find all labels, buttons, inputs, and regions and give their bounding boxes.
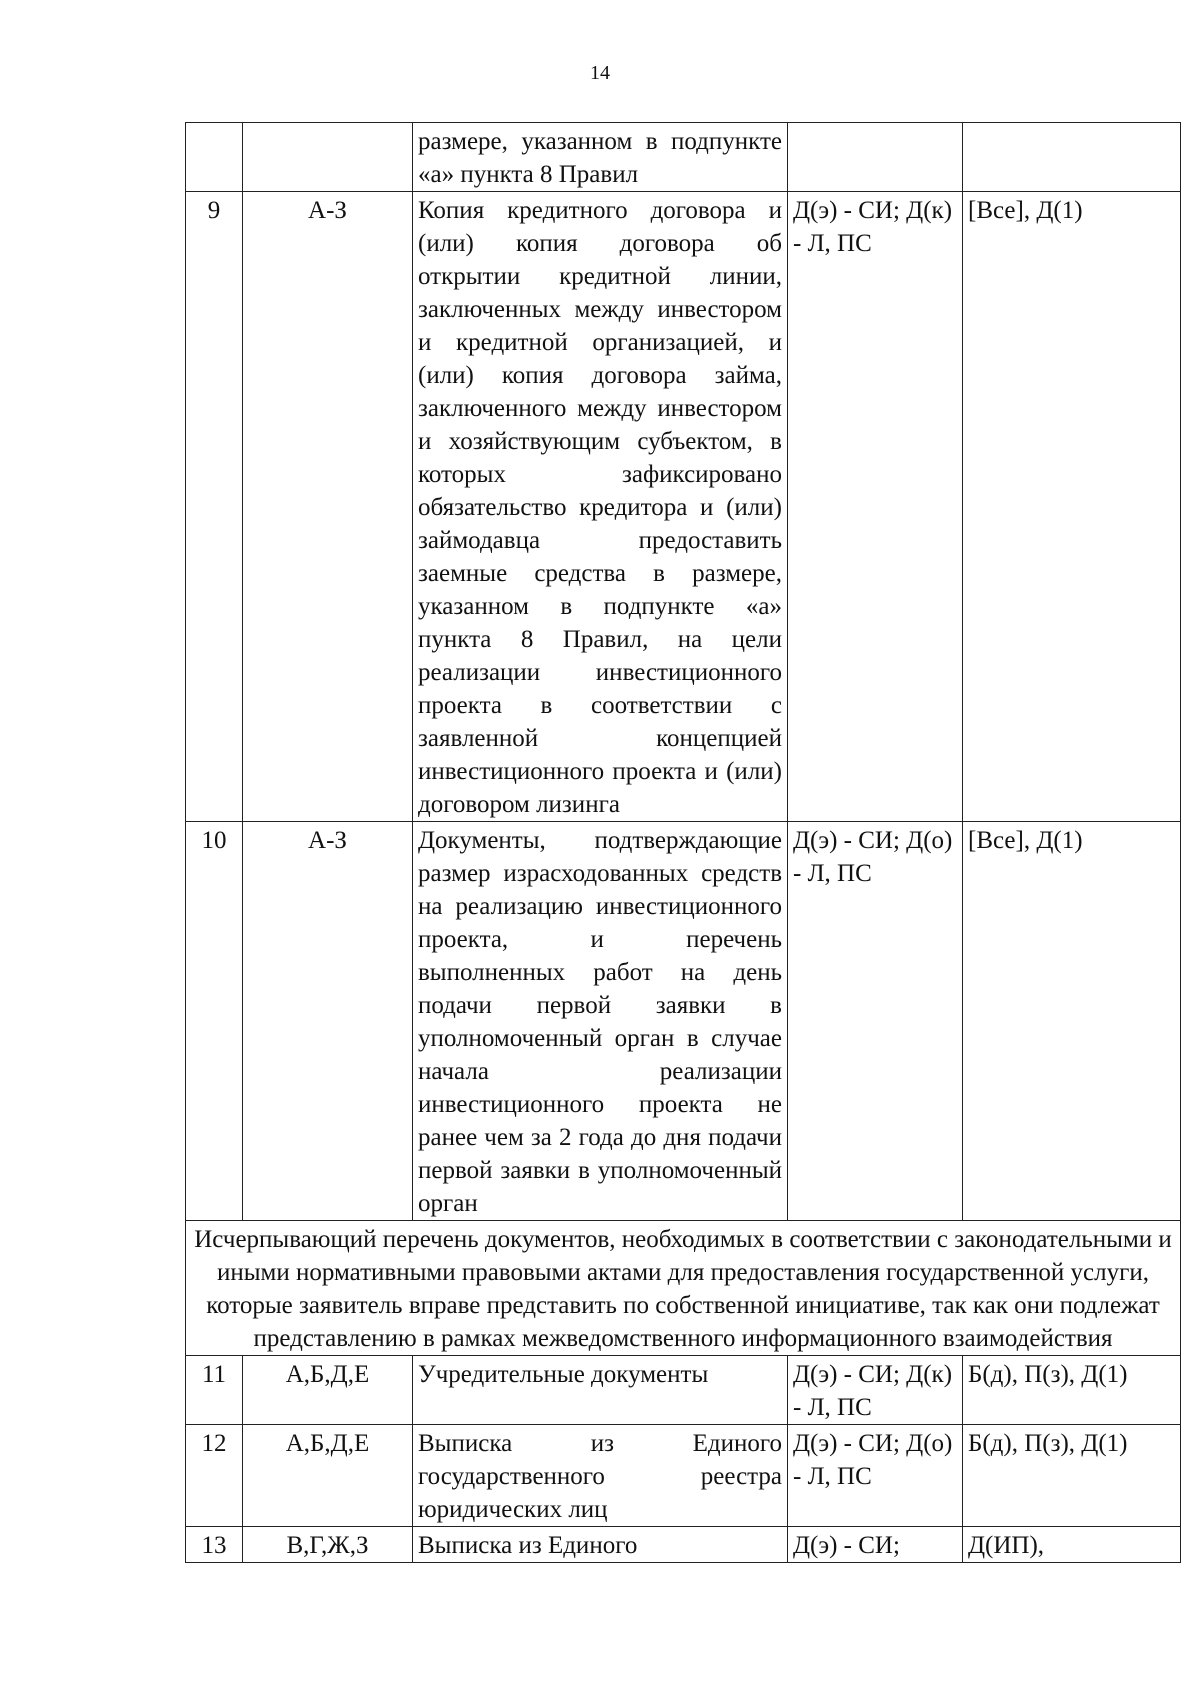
document-groups: Д(ИП), [963,1527,1181,1563]
document-description: Документы, подтверждающие размер израсходованных средств на реализацию инвестиционного проекта, и перечень выполненных работ на день подачи первой заявки в уполномоченный орган в случае начала реализации инвестиционного проекта не ранее чем за 2 года до дня подачи первой заявки в уполномоченный орган [413,822,788,1221]
document-description: Учредительные документы [413,1356,788,1425]
applicant-categories: А,Б,Д,Е [243,1356,413,1425]
document-description: Выписка из Единого государственного реестра юридических лиц [413,1425,788,1527]
document-description: Выписка из Единого [413,1527,788,1563]
section-heading: Исчерпывающий перечень документов, необходимых в соответствии с законодательными и иными нормативными правовыми актами для предоставления государственной услуги, которые заявитель вправе представить по собственной инициативе, так как они подлежат представлению в рамках межведомственного информационного взаимодействия [186,1221,1181,1356]
table-row [186,192,1181,822]
applicant-categories: А-З [243,822,413,1221]
section-heading-row [186,1221,1181,1356]
row-number: 9 [186,192,243,822]
applicant-categories: А,Б,Д,Е [243,1425,413,1527]
document-description: Копия кредитного договора и (или) копия договора об открытии кредитной линии, заключенных между инвестором и кредитной организацией, и (или) копия договора займа, заключенного между инвестором и хозяйствующим субъектом, в которых зафиксировано обязательство кредитора и (или) займодавца предоставить заемные средства в размере, указанном в подпункте «а» пункта 8 Правил, на цели реализации инвестиционного проекта в соответствии с заявленной концепцией инвестиционного проекта и (или) договором лизинга [413,192,788,822]
document-description: размере, указанном в подпункте «а» пункта 8 Правил [413,123,788,192]
document-groups: Б(д), П(з), Д(1) [963,1356,1181,1425]
document-groups: [Все], Д(1) [963,192,1181,822]
table-row [186,1425,1181,1527]
row-number: 10 [186,822,243,1221]
submission-method: Д(э) - СИ; Д(о) - Л, ПС [788,822,963,1221]
page-number: 14 [590,62,610,84]
submission-method: Д(э) - СИ; [788,1527,963,1563]
row-number [186,123,243,192]
submission-method: Д(э) - СИ; Д(о) - Л, ПС [788,1425,963,1527]
document-groups: Б(д), П(з), Д(1) [963,1425,1181,1527]
table-row [186,822,1181,1221]
row-number: 11 [186,1356,243,1425]
document-groups [963,123,1181,192]
applicant-categories [243,123,413,192]
table-row [186,123,1181,192]
row-number: 12 [186,1425,243,1527]
row-number: 13 [186,1527,243,1563]
applicant-categories: А-З [243,192,413,822]
submission-method: Д(э) - СИ; Д(к) - Л, ПС [788,192,963,822]
submission-method [788,123,963,192]
submission-method: Д(э) - СИ; Д(к) - Л, ПС [788,1356,963,1425]
table-row [186,1356,1181,1425]
table-row [186,1527,1181,1563]
document-groups: [Все], Д(1) [963,822,1181,1221]
documents-table [185,122,1181,1563]
applicant-categories: В,Г,Ж,З [243,1527,413,1563]
